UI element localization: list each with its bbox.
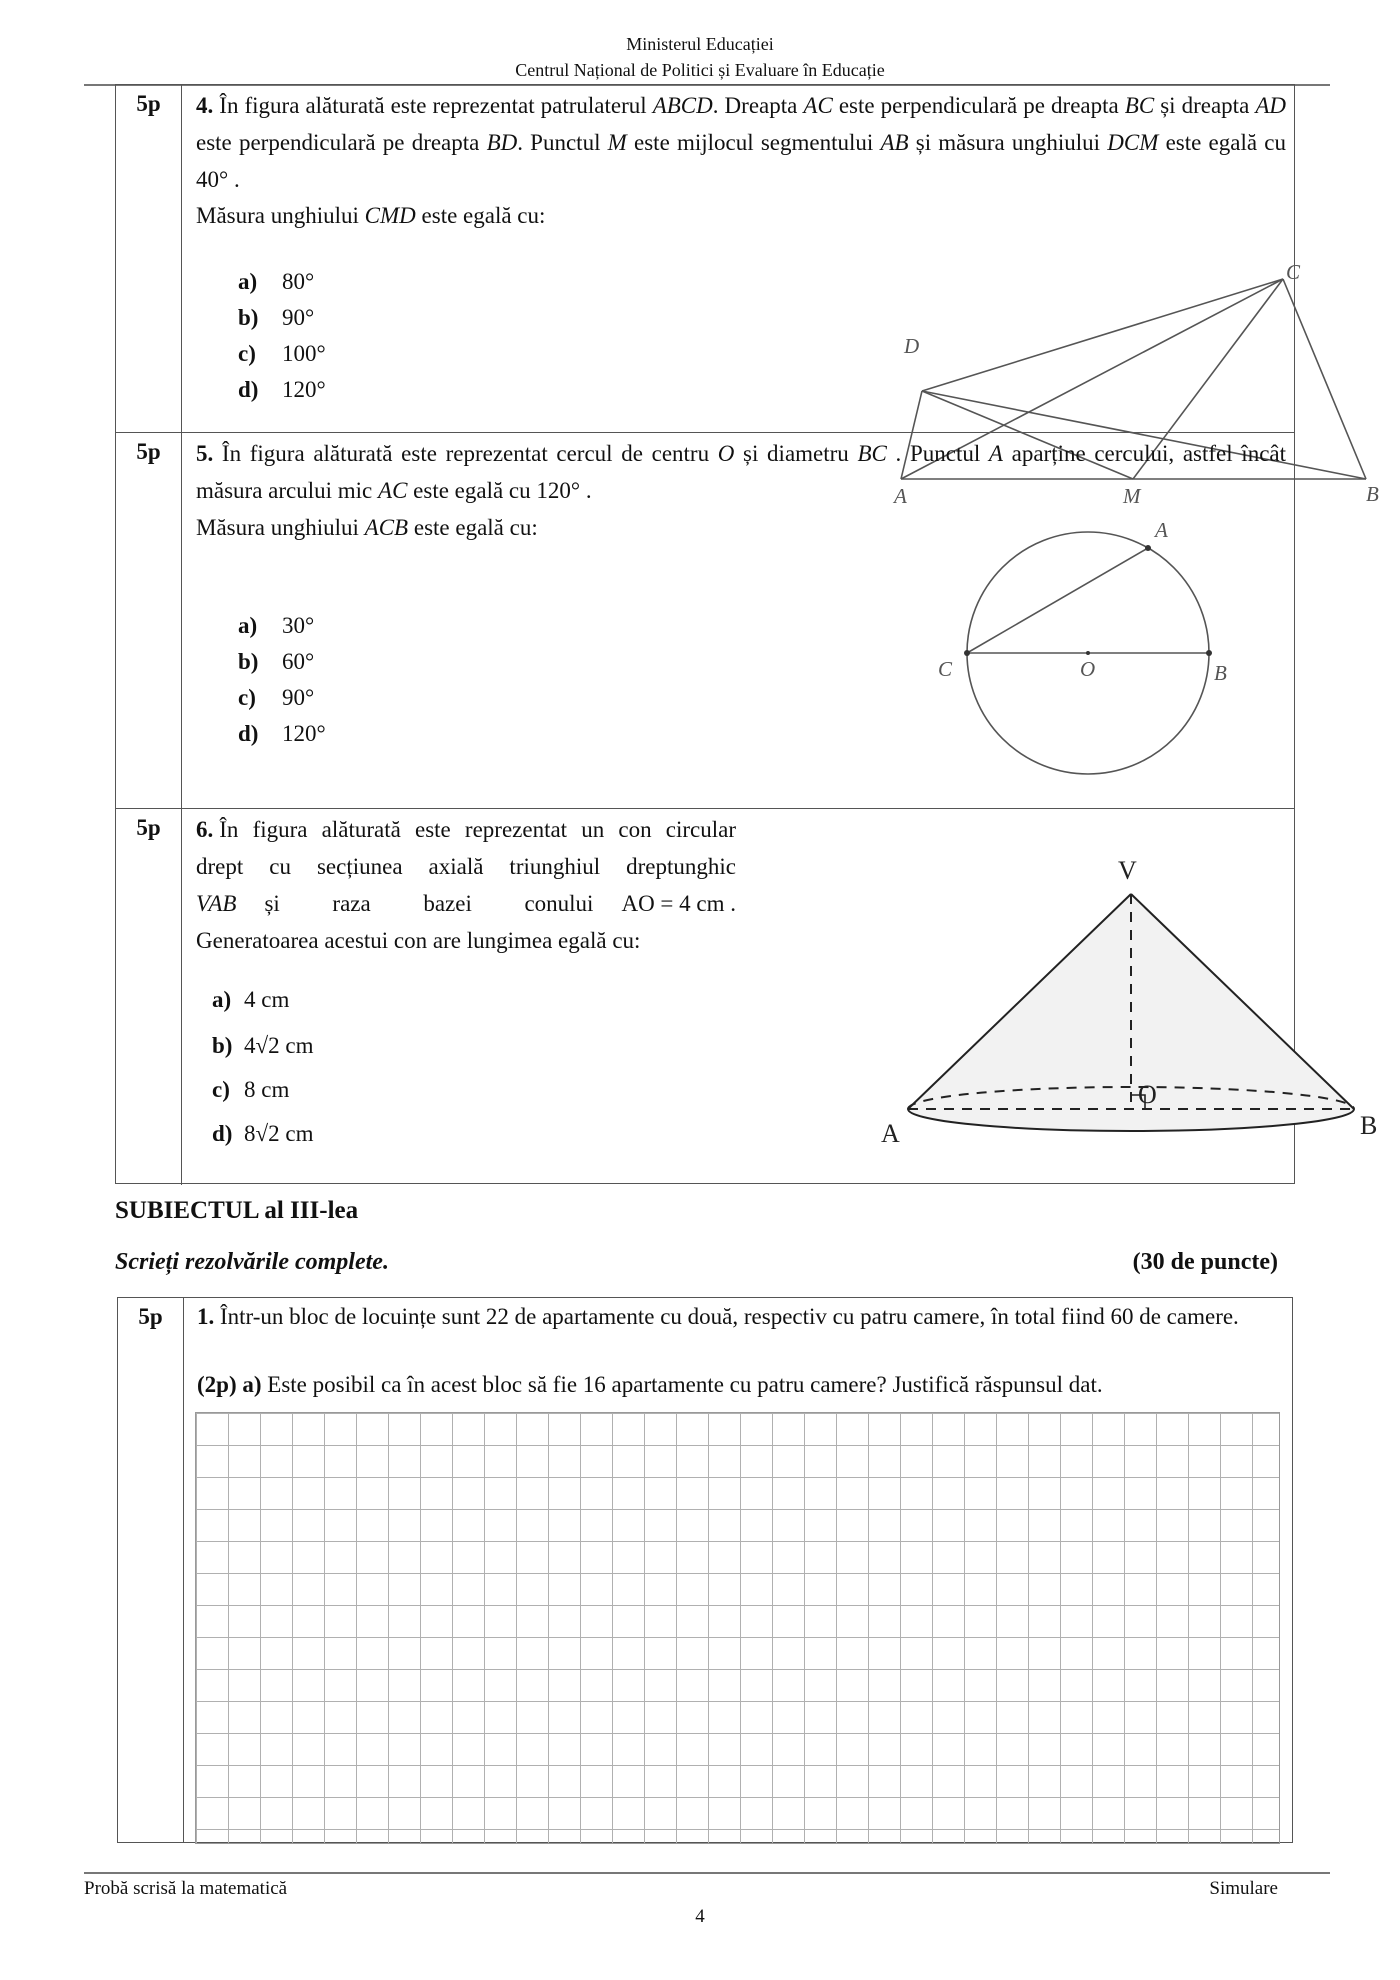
- math-var: DCM: [1107, 130, 1159, 155]
- math-var: ACB: [364, 515, 409, 540]
- math-var: BD: [486, 130, 518, 155]
- cone-figure: [756, 829, 1378, 1169]
- label-c: C: [1286, 260, 1301, 284]
- text-segment: . Dreapta: [712, 93, 804, 118]
- option-letter: d): [238, 377, 259, 402]
- section-points: (30 de puncte): [1132, 1249, 1278, 1275]
- text-segment: este egală cu:: [415, 203, 546, 228]
- option-value: 4√2 cm: [244, 1033, 314, 1058]
- option-value: 120°: [282, 377, 326, 402]
- text-segment: Măsura unghiului: [196, 515, 365, 540]
- question-6-row: [116, 808, 1378, 1185]
- section-instruction: Scrieți rezolvările complete.: [115, 1249, 389, 1275]
- question-points: 5p: [116, 85, 182, 432]
- label-c: C: [938, 657, 953, 681]
- math-expression: AO = 4 cm .: [621, 891, 736, 916]
- text-segment: În figura alăturată este reprezentat un con circular: [219, 817, 736, 842]
- question-6-line3: [196, 885, 736, 922]
- text-segment: și raza bazei conului: [264, 891, 594, 916]
- option-letter: b): [212, 1033, 233, 1058]
- math-var: AB: [880, 130, 909, 155]
- label-o: O: [1138, 1080, 1157, 1109]
- math-var: AD: [1255, 93, 1286, 118]
- text-segment: este egală cu 40° .: [196, 130, 1286, 192]
- option-d[interactable]: [238, 721, 326, 747]
- problem-statement: Într-un bloc de locuințe sunt 22 de apartamente cu două, respectiv cu patru camere, în total fiind 60 de camere.: [220, 1304, 1239, 1329]
- option-b[interactable]: [238, 305, 314, 331]
- option-letter: b): [238, 649, 259, 674]
- label-b: B: [1214, 661, 1227, 685]
- question-6-line1: [196, 811, 736, 848]
- option-a[interactable]: [238, 613, 314, 639]
- circle-figure: [896, 493, 1316, 813]
- option-letter: a): [238, 613, 258, 638]
- option-c[interactable]: [238, 341, 326, 367]
- option-letter: c): [238, 341, 256, 366]
- math-var: VAB: [196, 891, 237, 916]
- option-letter: a): [212, 987, 232, 1012]
- option-value: 90°: [282, 305, 315, 330]
- subquestion-label: (2p) a): [197, 1372, 262, 1397]
- option-letter: d): [212, 1121, 233, 1146]
- problem-points: 5p: [118, 1298, 184, 1842]
- option-value: 90°: [282, 685, 315, 710]
- label-b: B: [1360, 1111, 1378, 1140]
- math-var: O: [717, 441, 735, 466]
- question-4-prompt: [196, 197, 796, 234]
- option-value: 4 cm: [244, 987, 290, 1012]
- option-d[interactable]: [238, 377, 326, 403]
- label-m: M: [1123, 484, 1141, 508]
- footer-right: Simulare: [1209, 1878, 1278, 1899]
- math-var: BC: [1124, 93, 1155, 118]
- math-var: BC: [857, 441, 887, 466]
- option-d[interactable]: [212, 1121, 313, 1147]
- label-a: A: [1155, 518, 1168, 542]
- problem-1-subquestion: [197, 1368, 1277, 1402]
- question-6-text: [196, 811, 736, 959]
- option-value: 8 cm: [244, 1077, 290, 1102]
- math-var: M: [607, 130, 627, 155]
- text-segment: este egală cu 120° .: [407, 478, 592, 503]
- math-var: AC: [378, 478, 408, 503]
- option-value: 120°: [282, 721, 326, 746]
- option-value: 60°: [282, 649, 315, 674]
- math-var: ABCD: [652, 93, 713, 118]
- text-segment: și măsura unghiului: [908, 130, 1108, 155]
- text-segment: Măsura unghiului: [196, 203, 365, 228]
- option-c[interactable]: [212, 1077, 289, 1103]
- option-a[interactable]: [212, 987, 289, 1013]
- problem-number: 1.: [197, 1304, 215, 1329]
- text-segment: În figura alăturată este reprezentat cercul de centru: [221, 441, 718, 466]
- option-value: 80°: [282, 269, 315, 294]
- question-5-row: [116, 432, 1294, 808]
- option-letter: c): [212, 1077, 230, 1102]
- question-number: 5.: [196, 441, 214, 466]
- math-var: CMD: [364, 203, 416, 228]
- option-value: 8√2 cm: [244, 1121, 314, 1146]
- label-d: D: [904, 334, 920, 358]
- option-letter: c): [238, 685, 256, 710]
- label-v: V: [1118, 856, 1137, 885]
- footer-left: Probă scrisă la matematică: [84, 1878, 288, 1899]
- option-value: 30°: [282, 613, 315, 638]
- label-a: A: [881, 1119, 900, 1148]
- option-b[interactable]: [238, 649, 314, 675]
- text-segment: aparține cercului, astfel încât măsura arcului mic: [196, 441, 1287, 503]
- option-b[interactable]: [212, 1033, 313, 1059]
- question-points: 5p: [116, 433, 182, 808]
- option-letter: a): [238, 269, 258, 294]
- option-letter: b): [238, 305, 259, 330]
- problem-1-text: [197, 1300, 1277, 1334]
- text-segment: este mijlocul segmentului: [626, 130, 881, 155]
- question-number: 4.: [196, 93, 214, 118]
- text-segment: În figura alăturată este reprezentat patrulaterul: [219, 93, 653, 118]
- text-segment: . Punctul: [517, 130, 608, 155]
- question-5-prompt: [196, 509, 796, 546]
- page-number: 4: [695, 1906, 705, 1927]
- questions-table: [115, 84, 1379, 1184]
- question-6-prompt: Generatoarea acestui con are lungimea egală cu:: [196, 928, 641, 953]
- label-a: A: [894, 484, 907, 508]
- label-b: B: [1366, 482, 1379, 506]
- section-title: SUBIECTUL al III-lea: [115, 1197, 359, 1224]
- question-number: 6.: [196, 817, 214, 842]
- text-segment: este egală cu:: [408, 515, 538, 540]
- option-letter: d): [238, 721, 259, 746]
- math-var: AC: [803, 93, 833, 118]
- math-var: A: [988, 441, 1003, 466]
- text-segment: și diametru: [734, 441, 858, 466]
- option-c[interactable]: [238, 685, 314, 711]
- subquestion-text: Este posibil ca în acest bloc să fie 16 apartamente cu patru camere? Justifică răspunsul dat.: [267, 1372, 1103, 1397]
- option-a[interactable]: [238, 269, 314, 295]
- text-segment: . Punctul: [886, 441, 989, 466]
- question-6-line2: drept cu secțiunea axială triunghiul dreptunghic: [196, 854, 736, 879]
- text-segment: este perpendiculară pe dreapta: [832, 93, 1125, 118]
- header-ministry: Ministerul Educației: [626, 34, 774, 54]
- answer-grid[interactable]: [195, 1412, 1280, 1844]
- text-segment: și dreapta: [1154, 93, 1256, 118]
- text-segment: este perpendiculară pe dreapta: [196, 130, 487, 155]
- header-center: Centrul Național de Politici și Evaluare în Educație: [515, 60, 885, 80]
- option-value: 100°: [282, 341, 326, 366]
- footer-rule: [84, 1872, 1330, 1874]
- question-points: 5p: [116, 809, 182, 1185]
- label-o: O: [1080, 657, 1096, 681]
